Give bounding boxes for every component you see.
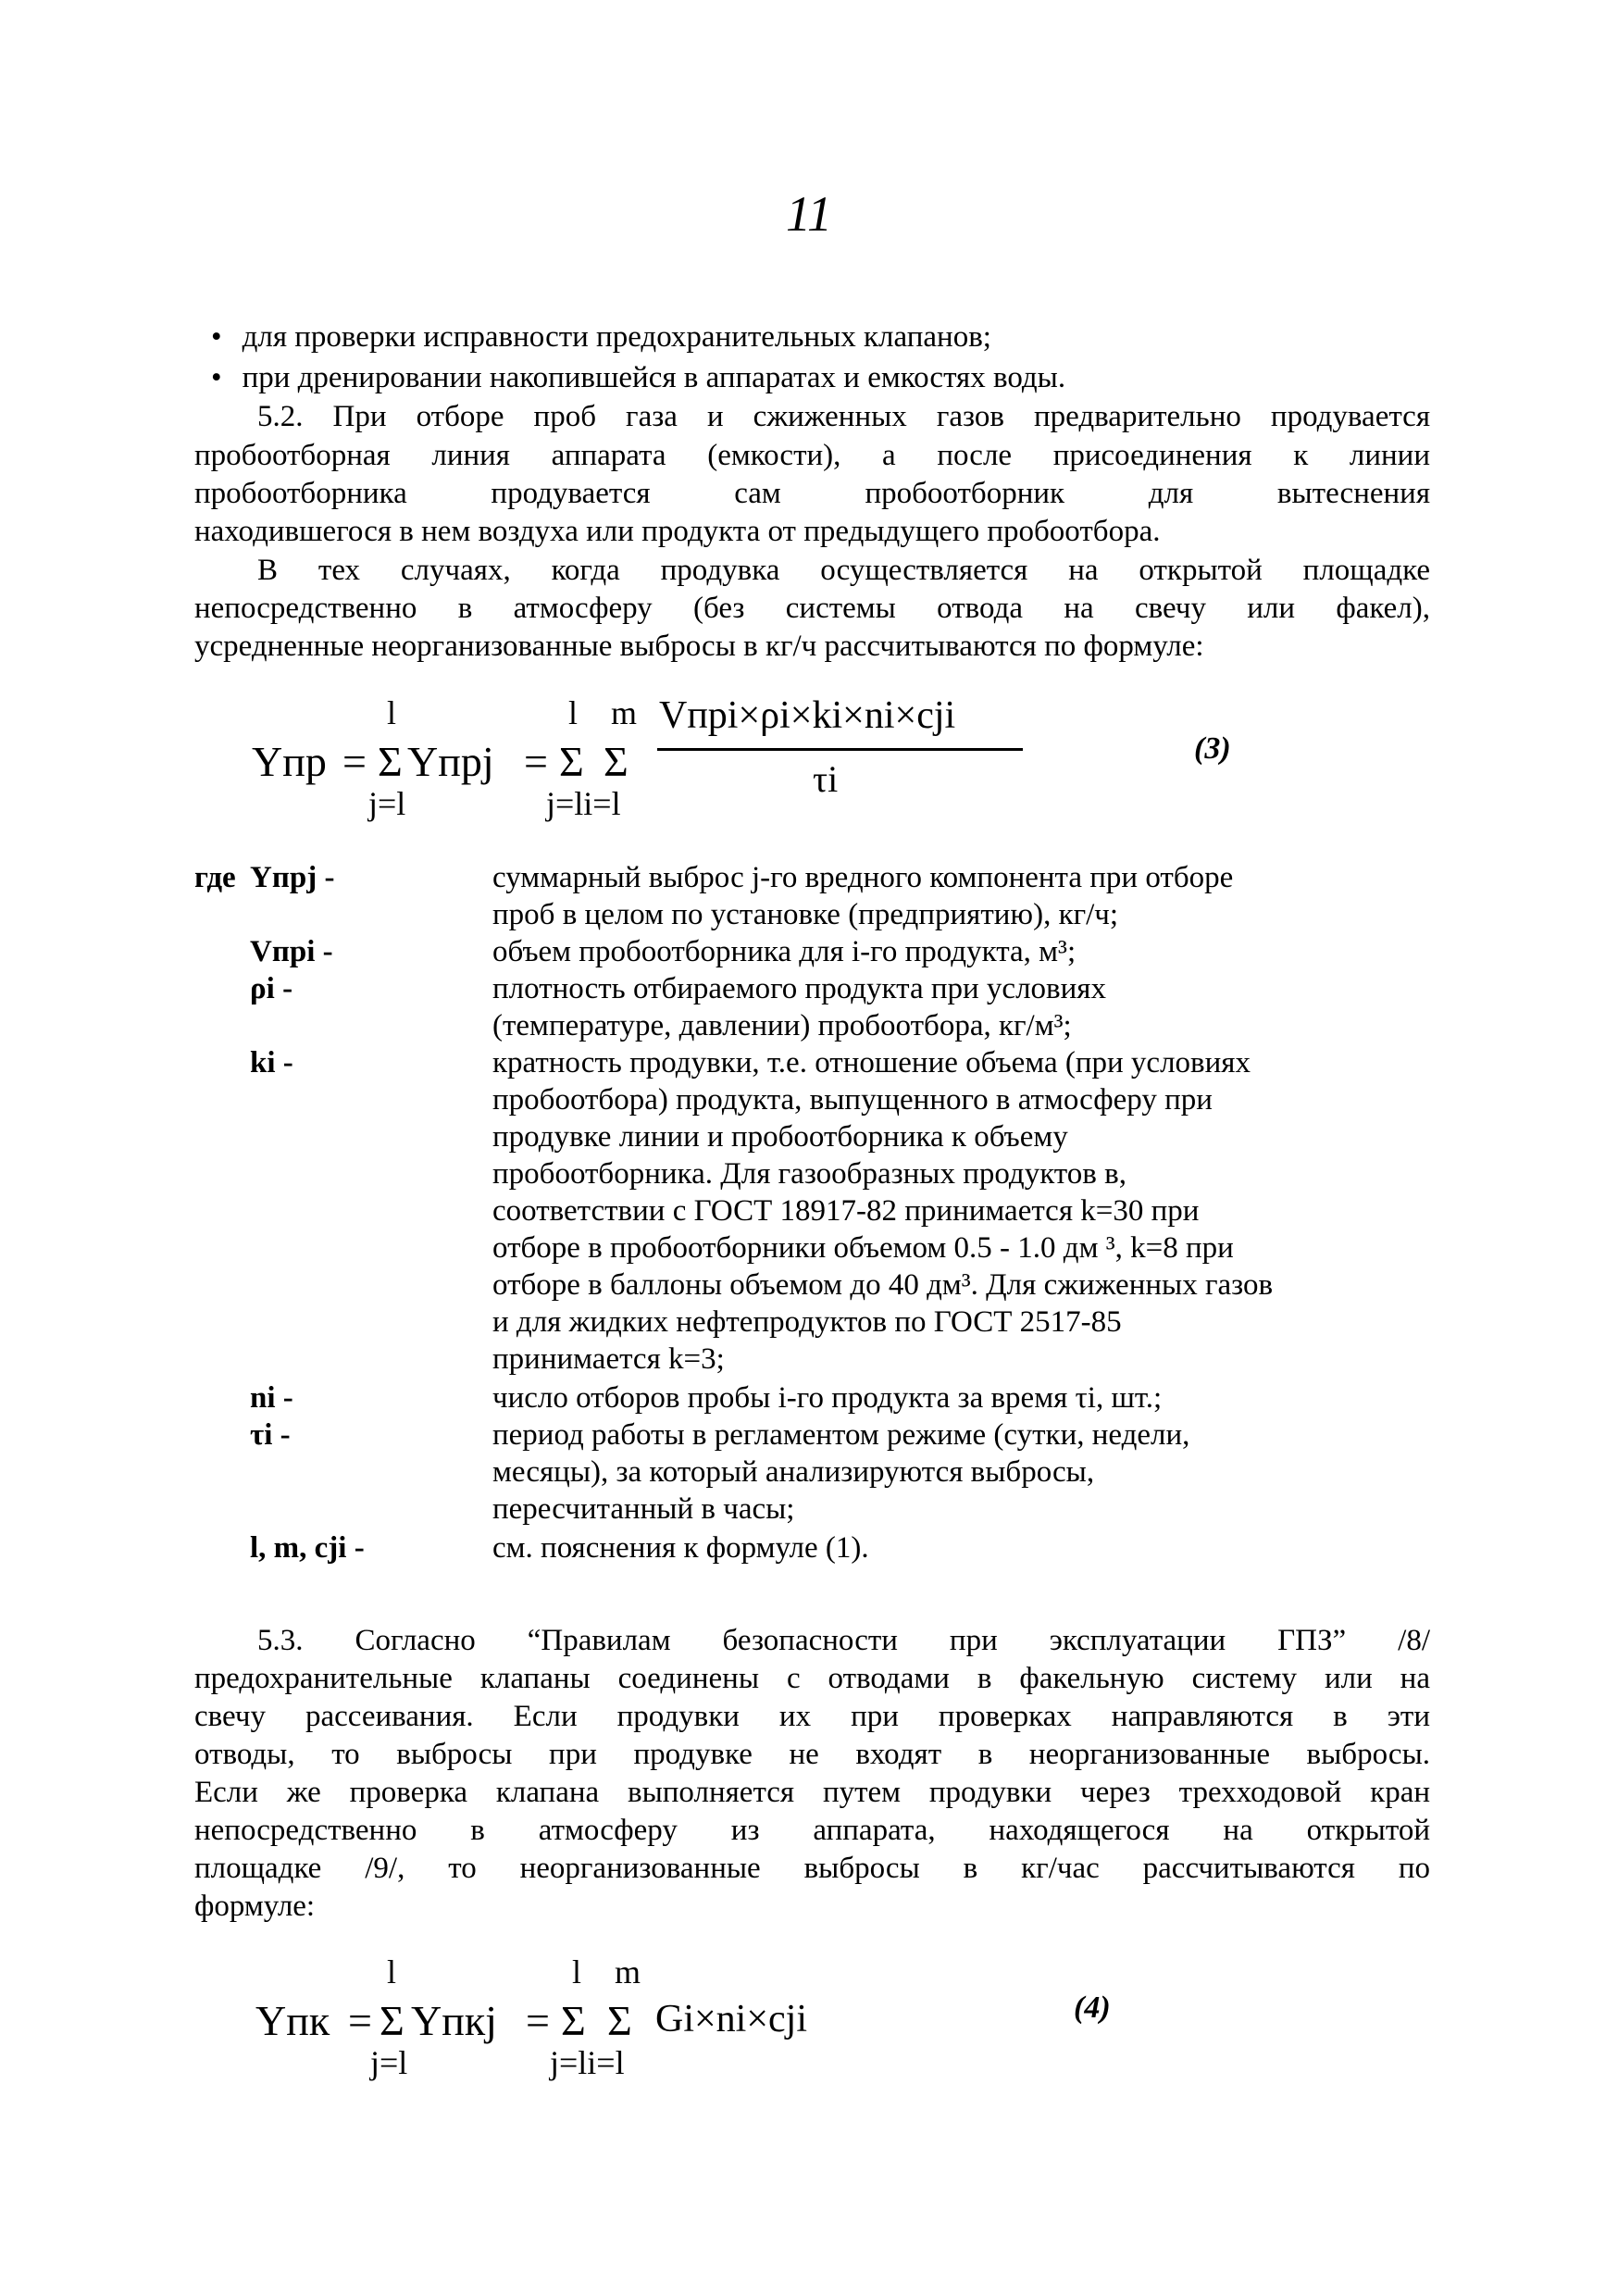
page-number: 11 [786,186,832,242]
def-text [492,1044,1427,1378]
formula4-lhs: Yпк [255,1997,330,2044]
formula4-term1: Yпкj [411,1997,497,2044]
def-line: объем пробоотборника для i-го продукта, м³; [492,935,1077,968]
formula4-sup-l: l [387,1953,397,1990]
def-line: продувке линии и пробоотборника к объему [492,1120,1068,1154]
para-5-3-line: свечу рассеивания. Если продувки их при проверках направляются в эти [194,1700,1430,1733]
def-text [492,1416,1427,1528]
def-line: суммарный выброс j-го вредного компонента при отборе [492,861,1234,894]
formula3-sup-l2: l [568,694,579,731]
formula3-fraction-bar [657,748,1023,751]
formula4-sum: Σ [380,1997,404,2044]
def-line: принимается k=3; [492,1342,725,1376]
para-open-line: непосредственно в атмосферу (без системы отвода на свечу или факел), [194,592,1430,625]
para-open-line: усредненные неорганизованные выбросы в кг/ч рассчитываются по формуле: [194,630,1204,663]
def-symbol: Yпрj - [250,861,335,894]
def-symbol: ki - [250,1046,293,1079]
formula4-sub-ji: j=li=l [550,2044,625,2081]
formula3-number: (3) [1194,731,1231,766]
formula3-sum: Σ [378,738,403,785]
def-line: пересчитанный в часы; [492,1492,795,1526]
bullet-item: • при дренировании накопившейся в аппаратах и емкостях воды. [211,359,1447,396]
formula3-sum3: Σ [604,738,629,785]
def-line: отборе в баллоны объемом до 40 дм³. Для сжиженных газов [492,1268,1274,1302]
def-line: плотность отбираемого продукта при условиях [492,972,1106,1005]
para-5-2-line: пробоотборника продувается сам пробоотборник для вытеснения [194,477,1430,510]
formula3-sup-l: l [387,694,397,731]
def-text [492,1529,1427,1566]
formula3-lhs: Yпр [252,738,327,785]
para-5-3-line: 5.3. Согласно “Правилам безопасности при эксплуатации ГПЗ” /8/ [257,1624,1430,1657]
formula3-denominator: τi [813,758,839,800]
def-line: период работы в регламентом режиме (сутки, недели, [492,1418,1190,1452]
formula3-sum2: Σ [559,738,584,785]
def-line: кратность продувки, т.е. отношение объема (при условиях [492,1046,1251,1079]
def-symbol: Vпрi - [250,935,333,968]
formula4-sum3: Σ [607,1997,632,2044]
formula4-sup-l2: l [572,1953,582,1990]
para-5-3-line: Если же проверка клапана выполняется путем продувки через трехходовой кран [194,1776,1430,1809]
def-line: соответствии с ГОСТ 18917-82 принимается k=30 при [492,1194,1200,1228]
para-5-3-line: предохранительные клапаны соединены с отводами в факельную систему или на [194,1662,1430,1695]
formula4-sub-j: j=l [370,2044,408,2081]
formula4-number: (4) [1074,1990,1111,2025]
para-5-3-line: непосредственно в атмосферу из аппарата, находящегося на открытой [194,1814,1430,1847]
para-5-3-line: площадке /9/, то неорганизованные выбросы в кг/час рассчитываются по [194,1852,1430,1885]
formula3-sub-ji: j=li=l [546,785,621,822]
def-symbol: τi - [250,1418,291,1452]
formula4-eq2: = [526,1997,550,2044]
def-line: отборе в пробоотборники объемом 0.5 - 1.0 дм ³, k=8 при [492,1231,1234,1265]
formula3-sub-j: j=l [368,785,406,822]
def-line: см. пояснения к формуле (1). [492,1531,869,1565]
def-line: (температуре, давлении) пробоотбора, кг/м³; [492,1009,1072,1042]
def-symbol: ni - [250,1381,293,1415]
def-line: проб в целом по установке (предприятию), кг/ч; [492,898,1119,931]
formula4-rhs: Gi×ni×cji [655,1998,808,2040]
formula4-eq: = [348,1997,372,2044]
para-open-line: В тех случаях, когда продувка осуществляется на открытой площадке [257,554,1430,587]
def-line: и для жидких нефтепродуктов по ГОСТ 2517-85 [492,1305,1122,1339]
where-label: где [194,861,236,894]
para-5-2-line: находившегося в нем воздуха или продукта от предыдущего пробоотбора. [194,515,1161,548]
def-symbol: l, m, cji - [250,1531,365,1565]
formula3-numerator: Vпрi×ρi×ki×ni×cji [659,694,956,737]
formula3-sup-m: m [611,694,638,731]
def-text [492,859,1427,933]
para-5-2-line: 5.2. При отборе проб газа и сжиженных газов предварительно продувается [257,400,1430,433]
formula3-eq: = [342,738,367,785]
formula3-term1: Yпрj [407,738,494,785]
def-text [492,933,1427,970]
formula4-sup-m: m [615,1953,641,1990]
para-5-3-line: формуле: [194,1890,316,1923]
def-line: пробоотбора) продукта, выпущенного в атмосферу при [492,1083,1213,1117]
para-5-3-line: отводы, то выбросы при продувке не входят в неорганизованные выбросы. [194,1738,1430,1771]
def-line: пробоотборника. Для газообразных продуктов в, [492,1157,1126,1191]
bullet-item: • для проверки исправности предохранительных клапанов; [211,318,1447,356]
para-5-2-line: пробоотборная линия аппарата (емкости), а после присоединения к линии [194,439,1430,472]
def-symbol: ρi - [250,972,293,1005]
formula4-sum2: Σ [561,1997,586,2044]
def-line: число отборов пробы i-го продукта за время τi, шт.; [492,1381,1163,1415]
def-text [492,970,1427,1044]
def-text [492,1379,1427,1416]
def-line: месяцы), за который анализируются выбросы, [492,1455,1095,1489]
formula3-eq2: = [524,738,548,785]
